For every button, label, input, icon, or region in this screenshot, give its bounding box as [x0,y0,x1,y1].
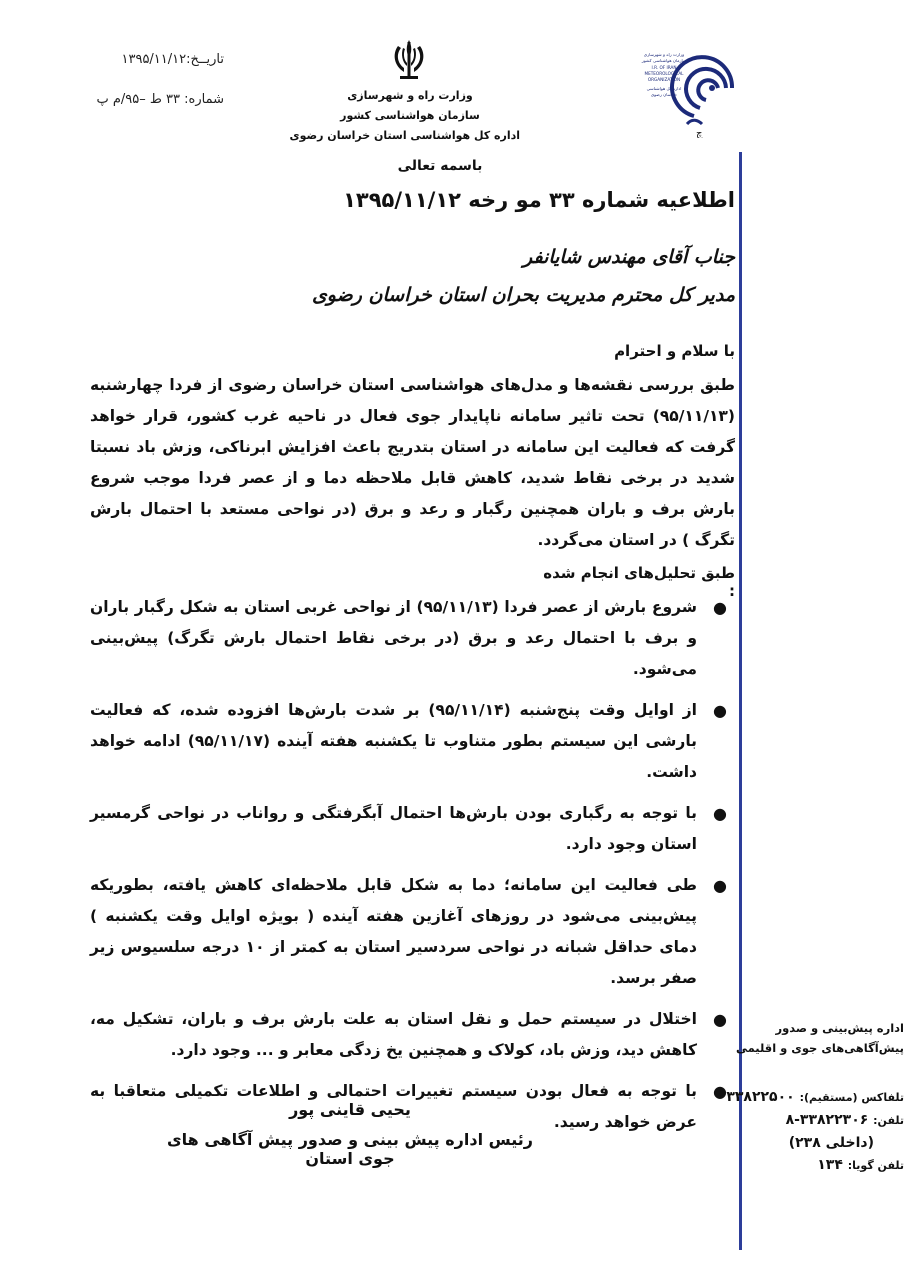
greeting: با سلام و احترام [614,342,735,360]
bullet-text: اختلال در سیستم حمل و نقل استان به علت بارش برف و باران، تشکیل مه، کاهش دید، وزش باد، کولاک و همچنین یخ زدگی معابر و ... وجود دارد. [90,1010,697,1059]
number-row [84,80,224,120]
bullet-text: شروع بارش از عصر فردا (۹۵/۱۱/۱۳) از نواحی غربی استان به شکل رگبار باران و برف با احتمال رعد و برق (در برخی نقاط احتمال بارش تگرگ) پیش‌بینی می‌شود. [90,598,697,678]
fax-label: تلفاکس (مستقیم): [799,1091,904,1104]
intro-paragraph-text: طبق بررسی نقشه‌ها و مدل‌های هواشناسی استان خراسان رضوی از فردا چهارشنبه (۹۵/۱۱/۱۳) تحت تاثیر سامانه ناپایدار جوی فعال در ناحیه غرب کشور، قرار خواهد گرفت که فعالیت این سامانه در استان بتدریج باعث افزایش ابرناکی، وزش باد نسبتا شدید در برخی نقاط شدید، کاهش قابل ملاحظه دما و از عصر فردا موجب شروع بارش برف و باران همچنین رگبار و رعد و برق (در نواحی مستعد با احتمال بارش تگرگ ) در استان می‌گردد. [90,376,735,549]
speaking-phone-row [744,1154,904,1177]
speaking-phone-value: ۱۳۴ [817,1157,843,1173]
addressee-line-2: مدیر کل محترم مدیریت بحران استان خراسان رضوی [311,284,735,306]
organization-name: سازمان هواشناسی کشور [340,109,480,122]
logo-text-3: METEOROLOGICAL [644,71,684,76]
bullet-icon: ● [713,876,727,895]
ministry-name: وزارت راه و شهرسازی [347,89,473,102]
bullet-icon: ● [713,1010,727,1029]
bullet-text: با توجه به فعال بودن سیستم تغییرات احتمالی و اطلاعات تکمیلی متعاقبا به عرض خواهد رسید. [90,1082,697,1131]
phone-extension: (داخلی ۲۳۸) [788,1135,874,1151]
bullet-text: طی فعالیت این سامانه؛ دما به شکل قابل ملاحظه‌ای کاهش یافته، بطوریکه پیش‌بینی می‌شود در روزهای آغازین هفته آینده ( بویژه اوایل وقت یکشنبه ) دمای حداقل شبانه در نواحی سردسیر استان به کمتر از ۱۰ درجه سلسیوس زیر صفر برسد. [90,876,697,987]
bullet-text: از اوایل وقت پنج‌شنبه (۹۵/۱۱/۱۴) بر شدت بارش‌ها افزوده شده، که فعالیت بارشی این سیستم بطور متناوب تا یکشنبه هفته آینده (۹۵/۱۱/۱۷) ادامه خواهد داشت. [90,701,697,781]
forecast-bullet-list [90,592,735,1148]
header-meta [84,40,224,120]
analysis-heading: طبق تحلیل‌های انجام شده : [543,564,735,600]
fax-value: ۳۳۸۲۲۵۰۰ [726,1089,795,1105]
addressee-line-1: جناب آقای مهندس شایانفر [522,246,735,268]
logo-mark: چ [696,128,703,138]
bullet-item [90,798,735,860]
sidebar-contact [726,1018,904,1177]
logo-text-6: خراسان رضوی [650,92,678,97]
number-label: شماره: [184,92,224,107]
date-row [84,40,224,80]
phone-label: تلفن: [873,1114,904,1127]
logo-text-4: ORGANIZATION [647,77,681,82]
bullet-item [90,1004,735,1066]
office-line-1: اداره پیش‌بینی و صدور [775,1021,904,1035]
bullet-icon: ● [713,804,727,823]
logo-text-5: اداره کل هواشناسی [646,86,682,91]
signature-position: رئیس اداره پیش بینی و صدور پیش آگاهی های جوی استان [167,1130,533,1168]
bullet-item [90,592,735,685]
speaking-phone-label: تلفن گویا: [847,1159,904,1172]
signature-name: یحیی قاینی پور [289,1100,411,1119]
logo-text-2: I.R. OF IRAN [651,65,677,70]
bullet-text: با توجه به رگباری بودن بارش‌ها احتمال آبگرفتگی و رواناب در نواحی گرمسیر استان وجود دارد. [90,804,697,853]
department-name: اداره کل هواشناسی استان خراسان رضوی [289,129,520,142]
date-label: تاریــخ: [186,52,224,67]
logo-text-0: وزارت راه و شهرسازی [643,52,685,57]
bullet-icon: ● [713,701,727,720]
besmellah: باسمه تعالی [397,158,483,174]
number-value: ۳۳ ط –۹۵/م پ [96,92,181,107]
bullet-item [90,870,735,994]
iran-emblem-icon [384,36,434,80]
bullet-icon: ● [713,598,727,617]
phone-value: ۳۳۸۲۲۳۰۶-۸ [785,1112,869,1128]
phone-row [744,1109,904,1132]
bullet-item [90,695,735,788]
bullet-icon: ● [713,1082,727,1101]
fax-row [726,1086,904,1109]
organization-block [289,86,520,146]
office-line-2: پیش‌آگاهی‌های جوی و اقلیمی [735,1041,904,1055]
meteorological-organization-logo-icon [632,48,742,138]
document-title: اطلاعیه شماره ۳۳ مو رخه ۱۳۹۵/۱۱/۱۲ [343,188,735,212]
intro-paragraph [90,370,735,556]
logo-text-1: سازمان هواشناسی کشور [641,58,687,63]
date-value: ۱۳۹۵/۱۱/۱۲ [121,52,187,67]
